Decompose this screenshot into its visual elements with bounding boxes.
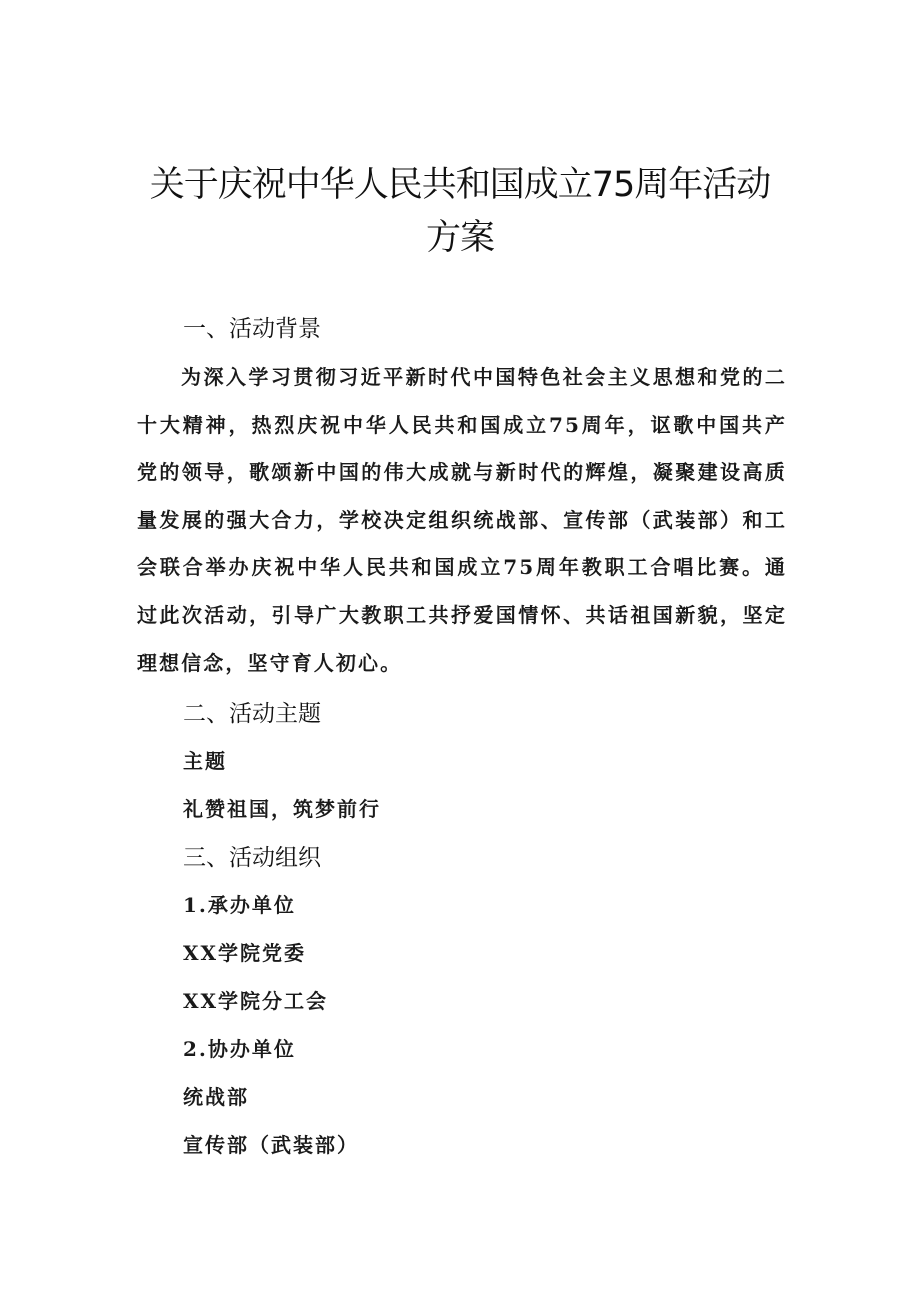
co-host-unit-item: 统战部 [183, 1085, 249, 1109]
theme-value: 礼赞祖国，筑梦前行 [183, 797, 381, 821]
theme-label: 主题 [183, 749, 227, 773]
host-units-label: 1.承办单位 [183, 893, 296, 917]
section-heading-organization: 三、活动组织 [183, 845, 321, 871]
host-unit-item: XX学院分工会 [183, 989, 329, 1013]
co-host-unit-item: 宣传部（武装部） [183, 1133, 359, 1157]
host-unit-item: XX学院党委 [183, 941, 307, 965]
document-title-line-1: 关于庆祝中华人民共和国成立75周年活动 [149, 165, 771, 205]
co-host-units-label: 2.协办单位 [183, 1037, 296, 1061]
section-heading-background: 一、活动背景 [183, 316, 321, 342]
background-paragraph: 为深入学习贯彻习近平新时代中国特色社会主义思想和党的二十大精神，热烈庆祝中华人民共和国成立75周年，讴歌中国共产党的领导，歌颂新中国的伟大成就与新时代的辉煌，凝聚建设高质量发展的强大合力，学校决定组织统战部、宣传部（武装部）和工会联合举办庆祝中华人民共和国成立75周年教职工合唱比赛。通过此次活动，引导广大教职工共抒爱国情怀、共话祖国新貌，坚定理想信念，坚守育人初心。 [137, 365, 787, 675]
section-heading-theme: 二、活动主题 [183, 701, 321, 727]
document-title-line-2: 方案 [425, 218, 494, 258]
